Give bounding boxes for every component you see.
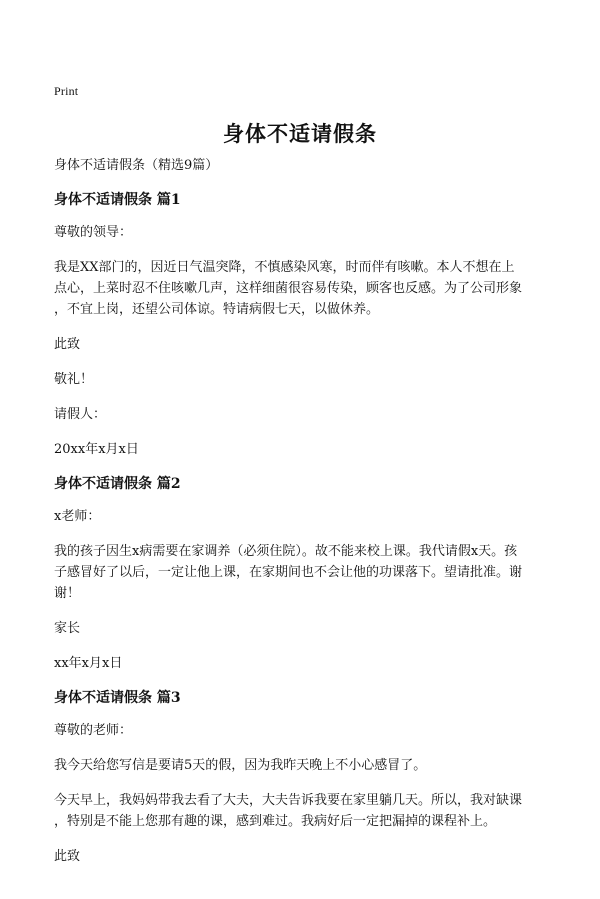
section-3-body-2	[54, 790, 549, 832]
section-2-body	[54, 541, 549, 604]
page-title: 身体不适请假条	[223, 121, 377, 146]
print-label: Print	[54, 84, 79, 98]
section-2-signer: 家长	[54, 621, 81, 636]
section-3-body-line: 今天早上，我妈妈带我去看了大夫，大夫告诉我要在家里躺几天。所以，我对缺课	[54, 793, 523, 808]
section-1-body-line: 我是XX部门的，因近日气温突降，不慎感染风寒，时而伴有咳嗽。本人不想在上	[54, 260, 515, 275]
section-1-greeting: 尊敬的领导：	[54, 225, 133, 240]
section-3-heading: 身体不适请假条 篇3	[54, 690, 181, 706]
section-2-heading: 身体不适请假条 篇2	[54, 476, 181, 492]
section-1-heading: 身体不适请假条 篇1	[54, 192, 181, 208]
section-2-body-line: 子感冒好了以后，一定让他上课，在家期间也不会让他的功课落下。望请批准。谢	[54, 565, 523, 580]
section-1-date: 20xx年x月x日	[54, 442, 139, 457]
section-1-closing: 此致	[54, 337, 81, 352]
section-3-greeting: 尊敬的老师：	[54, 723, 133, 738]
section-2-date: xx年x月x日	[54, 656, 123, 671]
section-1-body-line: ，不宜上岗，还望公司体谅。特请病假七天，以做休养。	[54, 302, 380, 317]
section-3-closing: 此致	[54, 849, 81, 864]
section-2-body-line: 我的孩子因生x病需要在家调养（必须住院）。故不能来校上课。我代请假x天。孩	[54, 544, 518, 559]
section-2-body-line: 谢！	[54, 586, 81, 601]
section-1-signer: 请假人：	[54, 407, 107, 422]
section-3-body-1: 我今天给您写信是要请5天的假，因为我昨天晚上不小心感冒了。	[54, 758, 427, 773]
document-body	[54, 155, 549, 881]
intro-text: 身体不适请假条（精选9篇）	[54, 158, 219, 173]
section-2-greeting: x老师：	[54, 509, 101, 524]
section-1-body-line: 点心，上菜时忍不住咳嗽几声，这样细菌很容易传染，顾客也反感。为了公司形象	[54, 281, 523, 296]
section-1-body	[54, 257, 549, 320]
section-3-body-line: ，特别是不能上您那有趣的课，感到难过。我病好后一定把漏掉的课程补上。	[54, 814, 497, 829]
section-1-salute: 敬礼！	[54, 372, 94, 387]
